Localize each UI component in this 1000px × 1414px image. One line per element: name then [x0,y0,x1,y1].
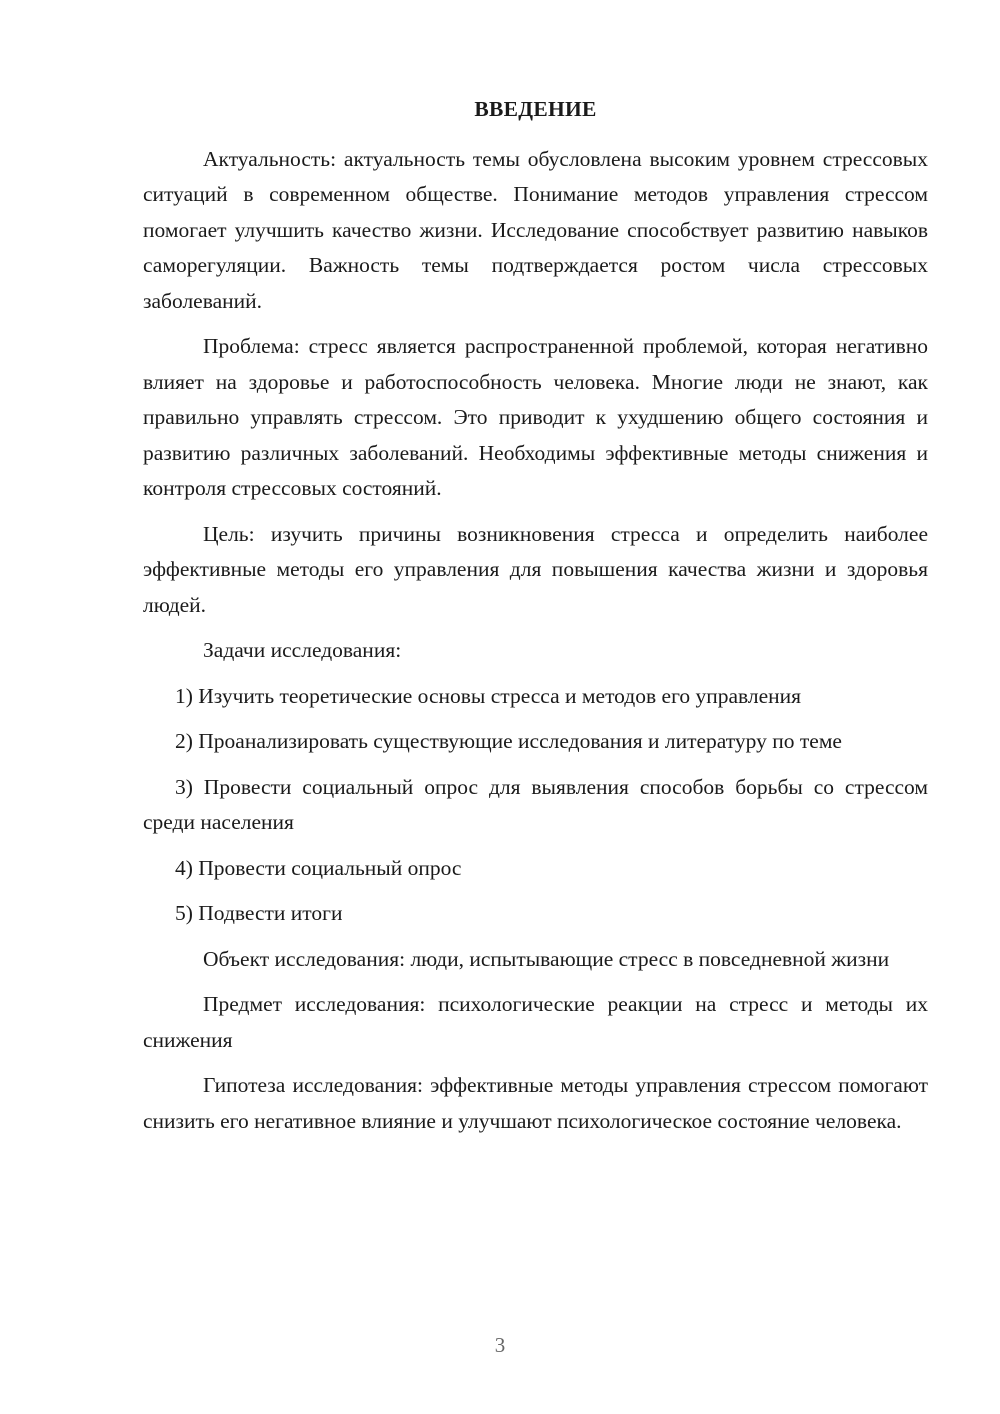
task-item-4: 4) Провести социальный опрос [175,855,462,880]
problem-paragraph: Проблема: стресс является распространенной проблемой, которая негативно влияет на здоровье и работоспособность человека. Многие люди не знают, как правильно управлять стрессом. Это приводит к ухудшению общего состояния и развитию различных заболеваний. Необходимы эффективные методы снижения и контроля стрессовых состояний. [143,334,928,500]
goal-paragraph: Цель: изучить причины возникновения стресса и определить наиболее эффективные методы его управления для повышения качества жизни и здоровья людей. [143,521,928,617]
task-item-2: 2) Проанализировать существующие исследования и литературу по теме [175,729,842,753]
document-body [143,92,928,1149]
task-item-1: 1) Изучить теоретические основы стресса и методов его управления [175,683,802,708]
tasks-heading: Задачи исследования: [203,638,402,662]
object-paragraph: Объект исследования: люди, испытывающие стресс в повседневной жизни [203,946,890,971]
page-title: ВВЕДЕНИЕ [474,97,597,121]
subject-paragraph: Предмет исследования: психологические реакции на стресс и методы их снижения [143,992,928,1052]
hypothesis-paragraph: Гипотеза исследования: эффективные методы управления стрессом помогают снизить его негативное влияние и улучшают психологическое состояние человека. [143,1073,928,1133]
task-item-5: 5) Подвести итоги [175,901,343,925]
relevance-paragraph: Актуальность: актуальность темы обусловлена высоким уровнем стрессовых ситуаций в современном обществе. Понимание методов управления стрессом помогает улучшить качество жизни. Исследование способствует развитию навыков саморегуляции. Важность темы подтверждается ростом числа стрессовых заболеваний. [143,146,928,313]
page-number: 3 [494,1333,506,1357]
task-item-3: 3) Провести социальный опрос для выявления способов борьбы со стрессом среди населения [143,774,928,834]
